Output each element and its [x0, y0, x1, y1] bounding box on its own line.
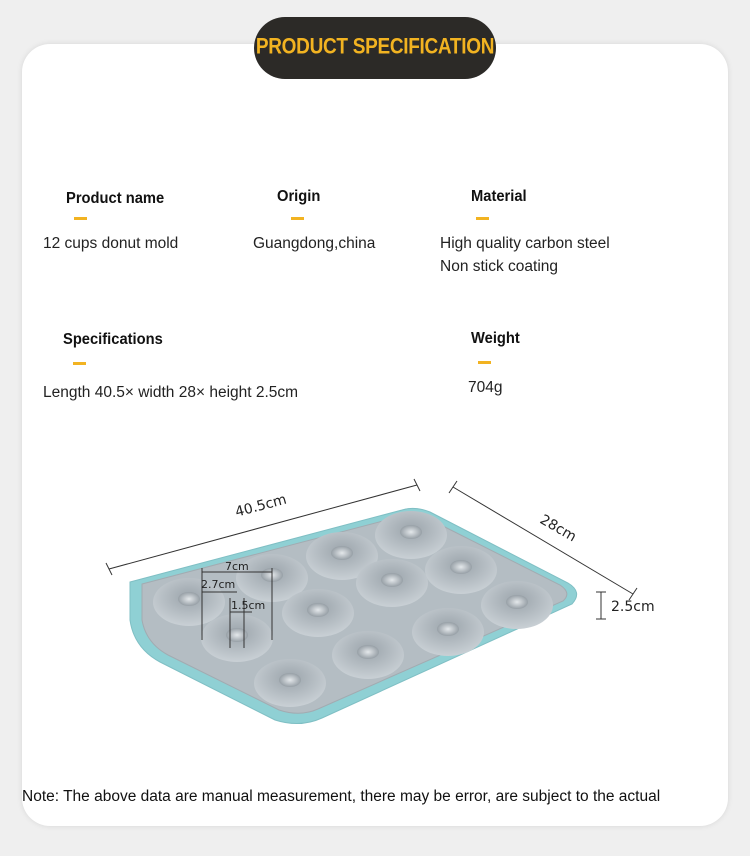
header-title: PRODUCT SPECIFICATION	[255, 35, 495, 60]
origin-value: Guangdong,china	[253, 235, 376, 252]
length-label: 40.5cm	[233, 491, 289, 521]
donut-cup	[254, 659, 326, 707]
donut-cup	[412, 608, 484, 656]
cup-outer-label: 7cm	[225, 560, 249, 573]
weight-value: 704g	[468, 379, 503, 396]
specifications-label: Specifications	[63, 331, 163, 348]
material-value-line1: High quality carbon steel	[440, 235, 610, 252]
donut-cup	[425, 546, 497, 594]
height-label: 2.5cm	[611, 599, 655, 615]
product-name-label: Product name	[66, 190, 165, 207]
width-label: 28cm	[537, 511, 579, 546]
origin-label: Origin	[277, 188, 321, 205]
material-value-line2: Non stick coating	[440, 258, 559, 275]
donut-cup	[375, 511, 447, 559]
donut-cup	[201, 614, 273, 662]
donut-cup	[481, 581, 553, 629]
cup-inner-label: 1.5cm	[231, 599, 266, 612]
weight-label: Weight	[471, 330, 520, 347]
donut-cup	[356, 559, 428, 607]
donut-cup	[282, 589, 354, 637]
material-label: Material	[471, 188, 527, 205]
donut-cup	[332, 631, 404, 679]
footer-note: Note: The above data are manual measurement, there may be error, are subject to the actual	[22, 788, 661, 805]
cup-ring-label: 2.7cm	[201, 578, 236, 591]
height-dimension	[596, 592, 606, 619]
specifications-value: Length 40.5× width 28× height 2.5cm	[43, 384, 299, 401]
product-name-value: 12 cups donut mold	[43, 235, 179, 252]
